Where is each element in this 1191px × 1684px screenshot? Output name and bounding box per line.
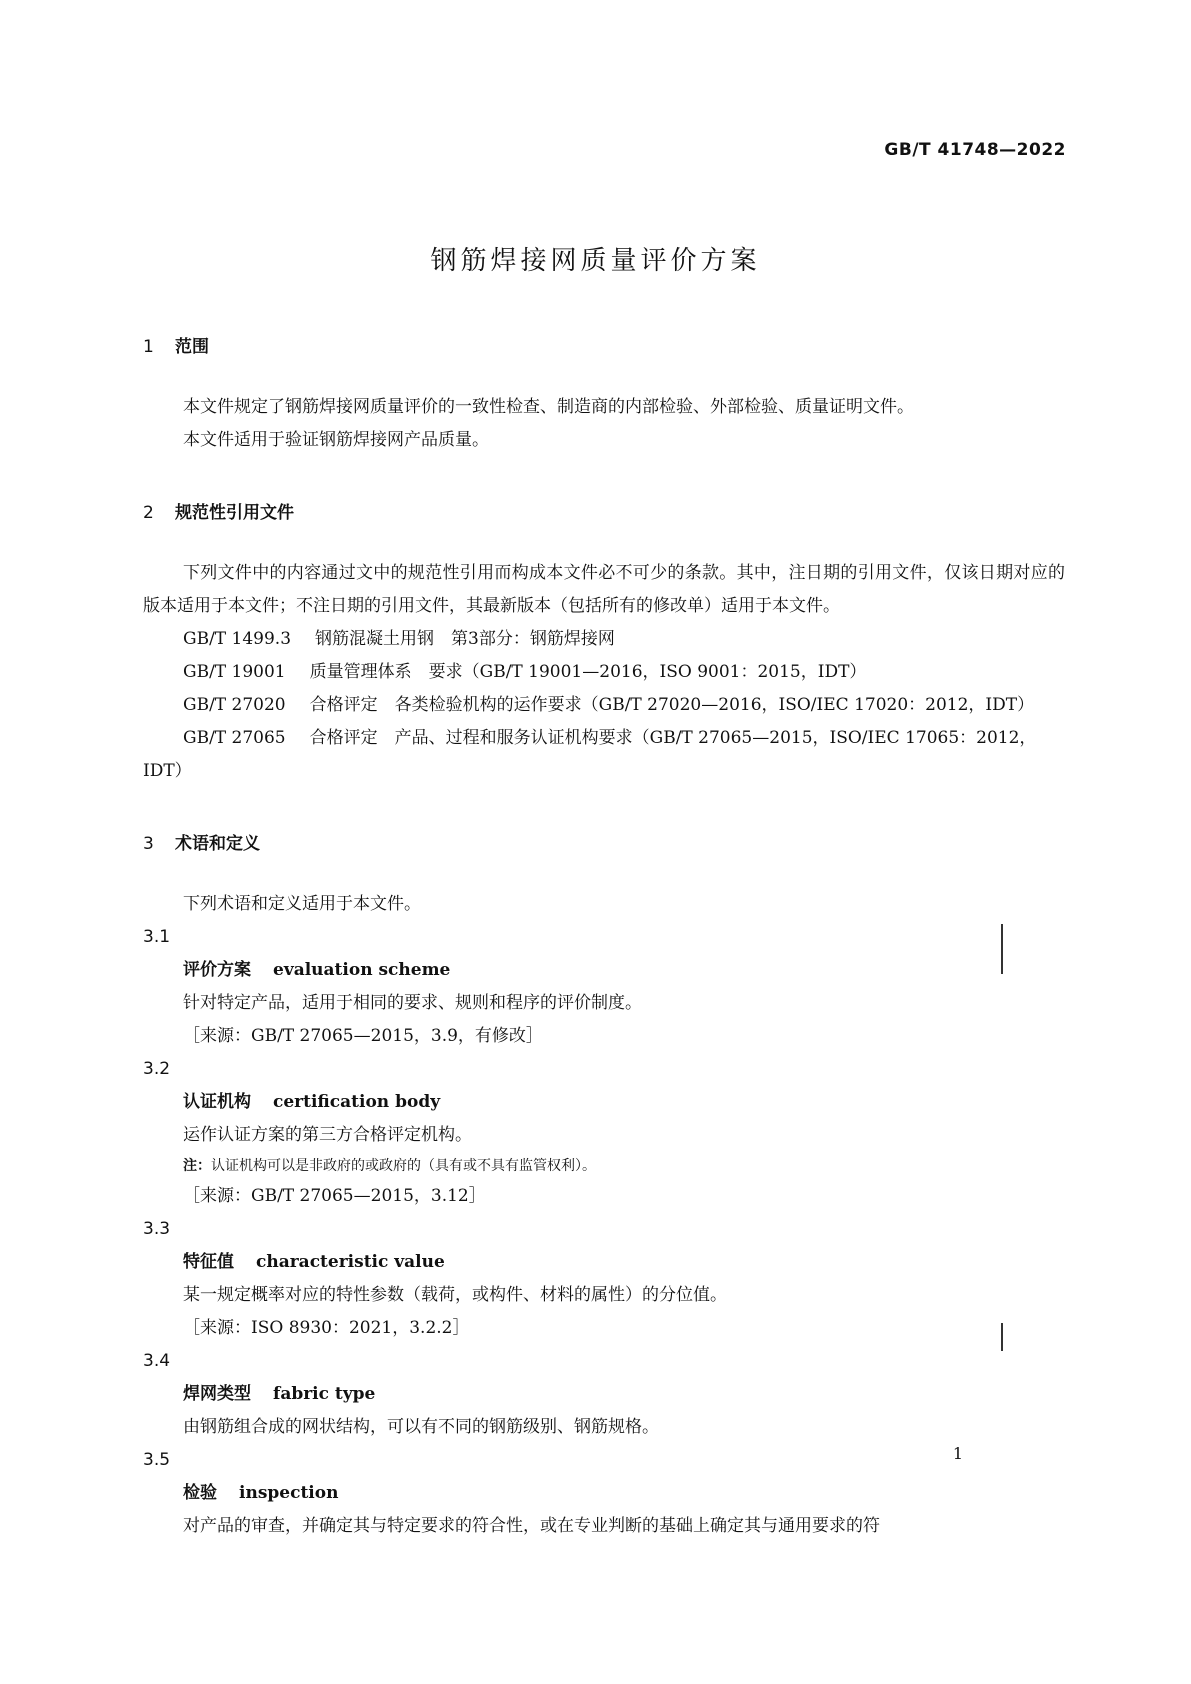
reference-code: GB/T 27020 bbox=[183, 695, 286, 715]
revision-change-bar bbox=[1001, 1323, 1003, 1351]
term-number: 3.2 bbox=[143, 1059, 171, 1079]
reference-title: 合格评定 各类检验机构的运作要求（GB/T 27020—2016，ISO/IEC 17020：2012，IDT） bbox=[309, 695, 1035, 715]
note-text: 认证机构可以是非政府的或政府的（具有或不具有监管权利）。 bbox=[211, 1158, 596, 1174]
section-title: 范围 bbox=[175, 337, 209, 357]
term-name bbox=[143, 1086, 1065, 1119]
section-number: 3 bbox=[143, 834, 154, 854]
paragraph: 本文件适用于验证钢筋焊接网产品质量。 bbox=[183, 430, 489, 450]
term-name-zh: 检验 bbox=[183, 1483, 217, 1503]
term-name-zh: 焊网类型 bbox=[183, 1384, 251, 1404]
term-name-zh: 认证机构 bbox=[183, 1092, 251, 1112]
reference-title: 合格评定 产品、过程和服务认证机构要求（GB/T 27065—2015，ISO/IEC 17065：2012，IDT） bbox=[143, 728, 1037, 781]
term-definition: 运作认证方案的第三方合格评定机构。 bbox=[183, 1125, 472, 1145]
term-name-en: evaluation scheme bbox=[273, 960, 451, 980]
term-definition: 由钢筋组合成的网状结构，可以有不同的钢筋级别、钢筋规格。 bbox=[183, 1417, 659, 1437]
term-name bbox=[143, 1246, 1065, 1279]
reference-code: GB/T 19001 bbox=[183, 662, 286, 682]
term-name-en: fabric type bbox=[273, 1384, 376, 1404]
section-2-heading bbox=[143, 501, 1065, 525]
section-title: 规范性引用文件 bbox=[175, 503, 294, 523]
term-name-en: certification body bbox=[273, 1092, 441, 1112]
term-source: ［来源：GB/T 27065—2015，3.9，有修改］ bbox=[183, 1026, 543, 1046]
term-name-zh: 特征值 bbox=[183, 1252, 234, 1272]
term-number: 3.5 bbox=[143, 1450, 171, 1470]
term-source: ［来源：ISO 8930：2021，3.2.2］ bbox=[183, 1318, 470, 1338]
document-body bbox=[143, 335, 1065, 1543]
standard-code: GB/T 41748—2022 bbox=[884, 140, 1066, 160]
paragraph: 下列术语和定义适用于本文件。 bbox=[183, 894, 421, 914]
term-name bbox=[143, 954, 1065, 987]
term-number: 3.1 bbox=[143, 927, 171, 947]
paragraph: 下列文件中的内容通过文中的规范性引用而构成本文件必不可少的条款。其中，注日期的引用文件，仅该日期对应的版本适用于本文件；不注日期的引用文件，其最新版本（包括所有的修改单）适用于本文件。 bbox=[143, 563, 1065, 616]
document-title: 钢筋焊接网质量评价方案 bbox=[430, 246, 761, 276]
term-note bbox=[143, 1152, 1065, 1180]
reference-title: 钢筋混凝土用钢 第3部分：钢筋焊接网 bbox=[315, 629, 615, 649]
section-number: 2 bbox=[143, 503, 154, 523]
term-definition: 对产品的审查，并确定其与特定要求的符合性，或在专业判断的基础上确定其与通用要求的符 bbox=[183, 1516, 880, 1536]
reference-code: GB/T 1499.3 bbox=[183, 629, 292, 649]
term-definition: 针对特定产品，适用于相同的要求、规则和程序的评价制度。 bbox=[183, 993, 642, 1013]
term-name bbox=[143, 1477, 1065, 1510]
term-name-en: characteristic value bbox=[256, 1252, 445, 1272]
term-name bbox=[143, 1378, 1065, 1411]
term-number: 3.4 bbox=[143, 1351, 171, 1371]
note-label: 注： bbox=[183, 1158, 211, 1174]
term-name-en: inspection bbox=[239, 1483, 339, 1503]
section-3-heading bbox=[143, 832, 1065, 856]
term-number: 3.3 bbox=[143, 1219, 171, 1239]
section-1-heading bbox=[143, 335, 1065, 359]
term-definition: 某一规定概率对应的特性参数（载荷，或构件、材料的属性）的分位值。 bbox=[183, 1285, 727, 1305]
reference-entry bbox=[143, 656, 1065, 689]
paragraph: 本文件规定了钢筋焊接网质量评价的一致性检查、制造商的内部检验、外部检验、质量证明文件。 bbox=[183, 397, 914, 417]
reference-title: 质量管理体系 要求（GB/T 19001—2016，ISO 9001：2015，IDT） bbox=[309, 662, 867, 682]
reference-entry bbox=[143, 722, 1065, 788]
term-name-zh: 评价方案 bbox=[183, 960, 251, 980]
reference-entry bbox=[143, 689, 1065, 722]
section-number: 1 bbox=[143, 337, 154, 357]
reference-code: GB/T 27065 bbox=[183, 728, 286, 748]
section-title: 术语和定义 bbox=[175, 834, 260, 854]
term-source: ［来源：GB/T 27065—2015，3.12］ bbox=[183, 1186, 486, 1206]
page-number: 1 bbox=[952, 1444, 963, 1463]
revision-change-bar bbox=[1001, 924, 1003, 974]
reference-entry bbox=[143, 623, 1065, 656]
